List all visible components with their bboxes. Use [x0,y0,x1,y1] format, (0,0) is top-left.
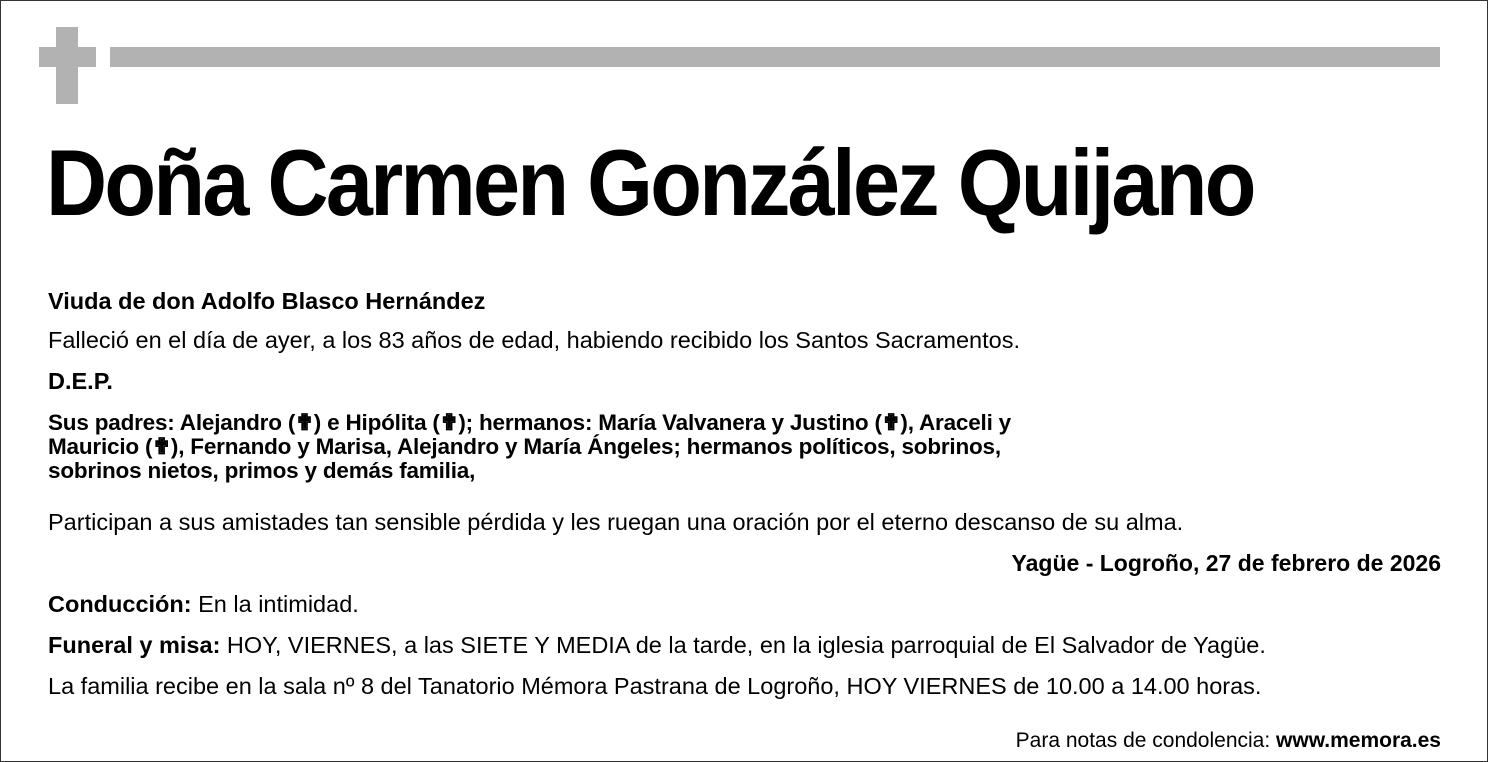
deceased-name: Doña Carmen González Quijano [46,130,1254,235]
family-line: sobrinos nietos, primos y demás familia, [48,458,476,483]
condolence-label: Para notas de condolencia: [1015,729,1277,752]
family-line: Sus padres: Alejandro (✟) e Hipólita (✟); hermanos: María Valvanera y Justino (✟), Araceli y [48,410,1011,435]
cross-icon-arm [39,47,96,67]
conduction [48,590,359,618]
participation: Participan a sus amistades tan sensible pérdida y les ruegan una oración por el eterno descanso de su alma. [48,509,1184,535]
condolence-note [1016,727,1441,755]
condolence-link[interactable]: www.memora.es [1276,729,1441,752]
funeral-label: Funeral y misa: [48,632,221,658]
funeral-value: HOY, VIERNES, a las SIETE Y MEDIA de la tarde, en la iglesia parroquial de El Salvador de Yagüe. [220,632,1266,658]
conduction-value: En la intimidad. [191,591,359,617]
conduction-label: Conducción: [48,591,192,617]
reception: La familia recibe en la sala nº 8 del Tanatorio Mémora Pastrana de Logroño, HOY VIERNES de 10.00 a 14.00 horas. [48,673,1262,699]
family-line: Mauricio (✟), Fernando y Marisa, Alejandro y María Ángeles; hermanos políticos, sobrinos, [48,434,1001,459]
death-notice: Falleció en el día de ayer, a los 83 años de edad, habiendo recibido los Santos Sacramentos. [48,327,1020,353]
widow-of: Viuda de don Adolfo Blasco Hernández [48,288,486,314]
rip: D.E.P. [48,368,113,394]
header-bar [110,47,1440,67]
funeral [48,631,1266,659]
place-date: Yagüe - Logroño, 27 de febrero de 2026 [1011,550,1441,576]
family-list [48,408,1011,486]
